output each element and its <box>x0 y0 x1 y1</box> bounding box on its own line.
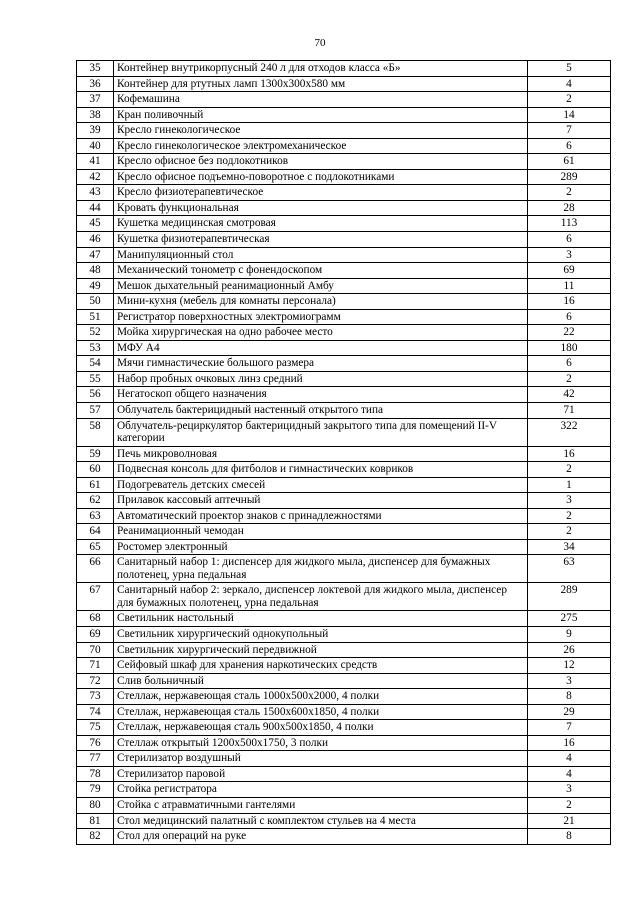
table-row <box>77 583 611 611</box>
table-row <box>77 76 611 92</box>
item-name: Санитарный набор 2: зеркало, диспенсер локтевой для жидкого мыла, диспенсер для бумажных полотенец, урна педальная <box>114 583 528 611</box>
item-quantity: 63 <box>528 555 611 583</box>
item-quantity: 29 <box>528 704 611 720</box>
item-quantity: 2 <box>528 508 611 524</box>
item-quantity: 69 <box>528 263 611 279</box>
item-name: Мини-кухня (мебель для комнаты персонала) <box>114 294 528 310</box>
row-number: 48 <box>77 263 114 279</box>
item-name: Печь микроволновая <box>114 446 528 462</box>
table-row <box>77 673 611 689</box>
row-number: 35 <box>77 61 114 77</box>
row-number: 58 <box>77 418 114 446</box>
table-row <box>77 751 611 767</box>
item-quantity: 9 <box>528 626 611 642</box>
item-name: Стол для операций на руке <box>114 829 528 845</box>
row-number: 60 <box>77 462 114 478</box>
item-name: Облучатель бактерицидный настенный открытого типа <box>114 403 528 419</box>
item-quantity: 7 <box>528 123 611 139</box>
row-number: 81 <box>77 813 114 829</box>
item-quantity: 26 <box>528 642 611 658</box>
item-quantity: 275 <box>528 611 611 627</box>
item-quantity: 8 <box>528 689 611 705</box>
row-number: 80 <box>77 797 114 813</box>
table-row <box>77 508 611 524</box>
item-quantity: 6 <box>528 309 611 325</box>
row-number: 77 <box>77 751 114 767</box>
item-name: Подогреватель детских смесей <box>114 477 528 493</box>
table-row <box>77 766 611 782</box>
item-name: Санитарный набор 1: диспенсер для жидкого мыла, диспенсер для бумажных полотенец, урна педальная <box>114 555 528 583</box>
row-number: 36 <box>77 76 114 92</box>
table-row <box>77 278 611 294</box>
row-number: 54 <box>77 356 114 372</box>
row-number: 55 <box>77 371 114 387</box>
item-quantity: 16 <box>528 735 611 751</box>
item-quantity: 1 <box>528 477 611 493</box>
item-name: Механический тонометр с фонендоскопом <box>114 263 528 279</box>
row-number: 76 <box>77 735 114 751</box>
item-name: Ростомер электронный <box>114 539 528 555</box>
row-number: 71 <box>77 658 114 674</box>
table-row <box>77 555 611 583</box>
row-number: 44 <box>77 200 114 216</box>
row-number: 66 <box>77 555 114 583</box>
table-row <box>77 446 611 462</box>
table-row <box>77 263 611 279</box>
item-name: Прилавок кассовый аптечный <box>114 493 528 509</box>
item-quantity: 2 <box>528 371 611 387</box>
item-quantity: 5 <box>528 61 611 77</box>
table-row <box>77 797 611 813</box>
item-name: Стеллаж открытый 1200х500х1750, 3 полки <box>114 735 528 751</box>
row-number: 62 <box>77 493 114 509</box>
table-row <box>77 611 611 627</box>
item-quantity: 16 <box>528 294 611 310</box>
row-number: 68 <box>77 611 114 627</box>
item-name: Кресло гинекологическое электромеханическое <box>114 138 528 154</box>
item-quantity: 21 <box>528 813 611 829</box>
table-row <box>77 720 611 736</box>
item-name: Слив больничный <box>114 673 528 689</box>
item-quantity: 4 <box>528 76 611 92</box>
item-name: Мойка хирургическая на одно рабочее место <box>114 325 528 341</box>
table-row <box>77 107 611 123</box>
row-number: 59 <box>77 446 114 462</box>
item-quantity: 3 <box>528 782 611 798</box>
item-quantity: 8 <box>528 829 611 845</box>
table-row <box>77 123 611 139</box>
item-name: Мячи гимнастические большого размера <box>114 356 528 372</box>
item-name: Сейфовый шкаф для хранения наркотических средств <box>114 658 528 674</box>
table-row <box>77 493 611 509</box>
item-name: Стол медицинский палатный с комплектом стульев на 4 места <box>114 813 528 829</box>
item-name: Стерилизатор воздушный <box>114 751 528 767</box>
equipment-table <box>76 60 611 845</box>
table-row <box>77 325 611 341</box>
item-quantity: 28 <box>528 200 611 216</box>
item-quantity: 7 <box>528 720 611 736</box>
item-name: Реанимационный чемодан <box>114 524 528 540</box>
item-name: Кресло офисное подъемно-поворотное с подлокотниками <box>114 169 528 185</box>
row-number: 43 <box>77 185 114 201</box>
table-row <box>77 462 611 478</box>
row-number: 53 <box>77 340 114 356</box>
item-quantity: 2 <box>528 524 611 540</box>
row-number: 75 <box>77 720 114 736</box>
row-number: 56 <box>77 387 114 403</box>
item-name: Облучатель-рециркулятор бактерицидный закрытого типа для помещений II-V категории <box>114 418 528 446</box>
item-quantity: 11 <box>528 278 611 294</box>
table-row <box>77 477 611 493</box>
row-number: 72 <box>77 673 114 689</box>
item-name: Кофемашина <box>114 92 528 108</box>
table-row <box>77 200 611 216</box>
row-number: 47 <box>77 247 114 263</box>
item-name: Стерилизатор паровой <box>114 766 528 782</box>
item-name: Набор пробных очковых линз средний <box>114 371 528 387</box>
row-number: 64 <box>77 524 114 540</box>
item-quantity: 113 <box>528 216 611 232</box>
table-row <box>77 704 611 720</box>
table-row <box>77 138 611 154</box>
table-row <box>77 539 611 555</box>
item-name: Кровать функциональная <box>114 200 528 216</box>
table-row <box>77 813 611 829</box>
table-row <box>77 658 611 674</box>
row-number: 38 <box>77 107 114 123</box>
table-row <box>77 185 611 201</box>
row-number: 57 <box>77 403 114 419</box>
table-row <box>77 403 611 419</box>
table-row <box>77 626 611 642</box>
item-quantity: 6 <box>528 356 611 372</box>
item-quantity: 2 <box>528 92 611 108</box>
table-row <box>77 247 611 263</box>
item-quantity: 289 <box>528 583 611 611</box>
item-name: Мешок дыхательный реанимационный Амбу <box>114 278 528 294</box>
row-number: 63 <box>77 508 114 524</box>
item-quantity: 34 <box>528 539 611 555</box>
table-row <box>77 92 611 108</box>
item-quantity: 322 <box>528 418 611 446</box>
item-name: Кран поливочный <box>114 107 528 123</box>
row-number: 51 <box>77 309 114 325</box>
item-name: Контейнер для ртутных ламп 1300х300х580 мм <box>114 76 528 92</box>
row-number: 52 <box>77 325 114 341</box>
row-number: 67 <box>77 583 114 611</box>
row-number: 49 <box>77 278 114 294</box>
table-body <box>77 61 611 845</box>
table-row <box>77 356 611 372</box>
table-row <box>77 61 611 77</box>
item-quantity: 4 <box>528 751 611 767</box>
item-name: Автоматический проектор знаков с принадлежностями <box>114 508 528 524</box>
item-quantity: 42 <box>528 387 611 403</box>
table-row <box>77 340 611 356</box>
table-row <box>77 216 611 232</box>
table-row <box>77 642 611 658</box>
item-name: Стойка регистратора <box>114 782 528 798</box>
item-quantity: 22 <box>528 325 611 341</box>
table-row <box>77 371 611 387</box>
row-number: 61 <box>77 477 114 493</box>
item-quantity: 289 <box>528 169 611 185</box>
row-number: 74 <box>77 704 114 720</box>
row-number: 50 <box>77 294 114 310</box>
table-row <box>77 524 611 540</box>
row-number: 40 <box>77 138 114 154</box>
page-number: 70 <box>314 37 326 49</box>
row-number: 73 <box>77 689 114 705</box>
table-row <box>77 169 611 185</box>
table-row <box>77 418 611 446</box>
item-quantity: 3 <box>528 493 611 509</box>
row-number: 41 <box>77 154 114 170</box>
item-name: Манипуляционный стол <box>114 247 528 263</box>
item-name: Подвесная консоль для фитболов и гимнастических ковриков <box>114 462 528 478</box>
row-number: 65 <box>77 539 114 555</box>
table-row <box>77 232 611 248</box>
item-quantity: 71 <box>528 403 611 419</box>
item-name: Регистратор поверхностных электромиограмм <box>114 309 528 325</box>
item-quantity: 14 <box>528 107 611 123</box>
item-quantity: 3 <box>528 247 611 263</box>
item-name: МФУ А4 <box>114 340 528 356</box>
table-row <box>77 782 611 798</box>
row-number: 42 <box>77 169 114 185</box>
row-number: 69 <box>77 626 114 642</box>
item-quantity: 61 <box>528 154 611 170</box>
item-quantity: 6 <box>528 138 611 154</box>
row-number: 45 <box>77 216 114 232</box>
item-name: Кресло гинекологическое <box>114 123 528 139</box>
item-name: Светильник хирургический передвижной <box>114 642 528 658</box>
item-quantity: 16 <box>528 446 611 462</box>
item-name: Кресло физиотерапевтическое <box>114 185 528 201</box>
item-quantity: 2 <box>528 797 611 813</box>
item-name: Светильник хирургический однокупольный <box>114 626 528 642</box>
table-row <box>77 309 611 325</box>
item-name: Светильник настольный <box>114 611 528 627</box>
table-row <box>77 387 611 403</box>
row-number: 82 <box>77 829 114 845</box>
row-number: 70 <box>77 642 114 658</box>
item-name: Кушетка физиотерапевтическая <box>114 232 528 248</box>
item-quantity: 4 <box>528 766 611 782</box>
table-row <box>77 154 611 170</box>
row-number: 78 <box>77 766 114 782</box>
table-row <box>77 829 611 845</box>
item-quantity: 3 <box>528 673 611 689</box>
item-name: Кресло офисное без подлокотников <box>114 154 528 170</box>
table-row <box>77 689 611 705</box>
item-quantity: 180 <box>528 340 611 356</box>
item-name: Стеллаж, нержавеющая сталь 1500х600х1850, 4 полки <box>114 704 528 720</box>
item-quantity: 6 <box>528 232 611 248</box>
row-number: 39 <box>77 123 114 139</box>
item-quantity: 2 <box>528 462 611 478</box>
table-row <box>77 294 611 310</box>
item-name: Контейнер внутрикорпусный 240 л для отходов класса «Б» <box>114 61 528 77</box>
table-row <box>77 735 611 751</box>
item-name: Стеллаж, нержавеющая сталь 900х500х1850, 4 полки <box>114 720 528 736</box>
item-name: Стеллаж, нержавеющая сталь 1000х500х2000, 4 полки <box>114 689 528 705</box>
row-number: 46 <box>77 232 114 248</box>
item-quantity: 2 <box>528 185 611 201</box>
item-quantity: 12 <box>528 658 611 674</box>
item-name: Негатоскоп общего назначения <box>114 387 528 403</box>
row-number: 37 <box>77 92 114 108</box>
item-name: Стойка с атравматичными гантелями <box>114 797 528 813</box>
item-name: Кушетка медицинская смотровая <box>114 216 528 232</box>
row-number: 79 <box>77 782 114 798</box>
